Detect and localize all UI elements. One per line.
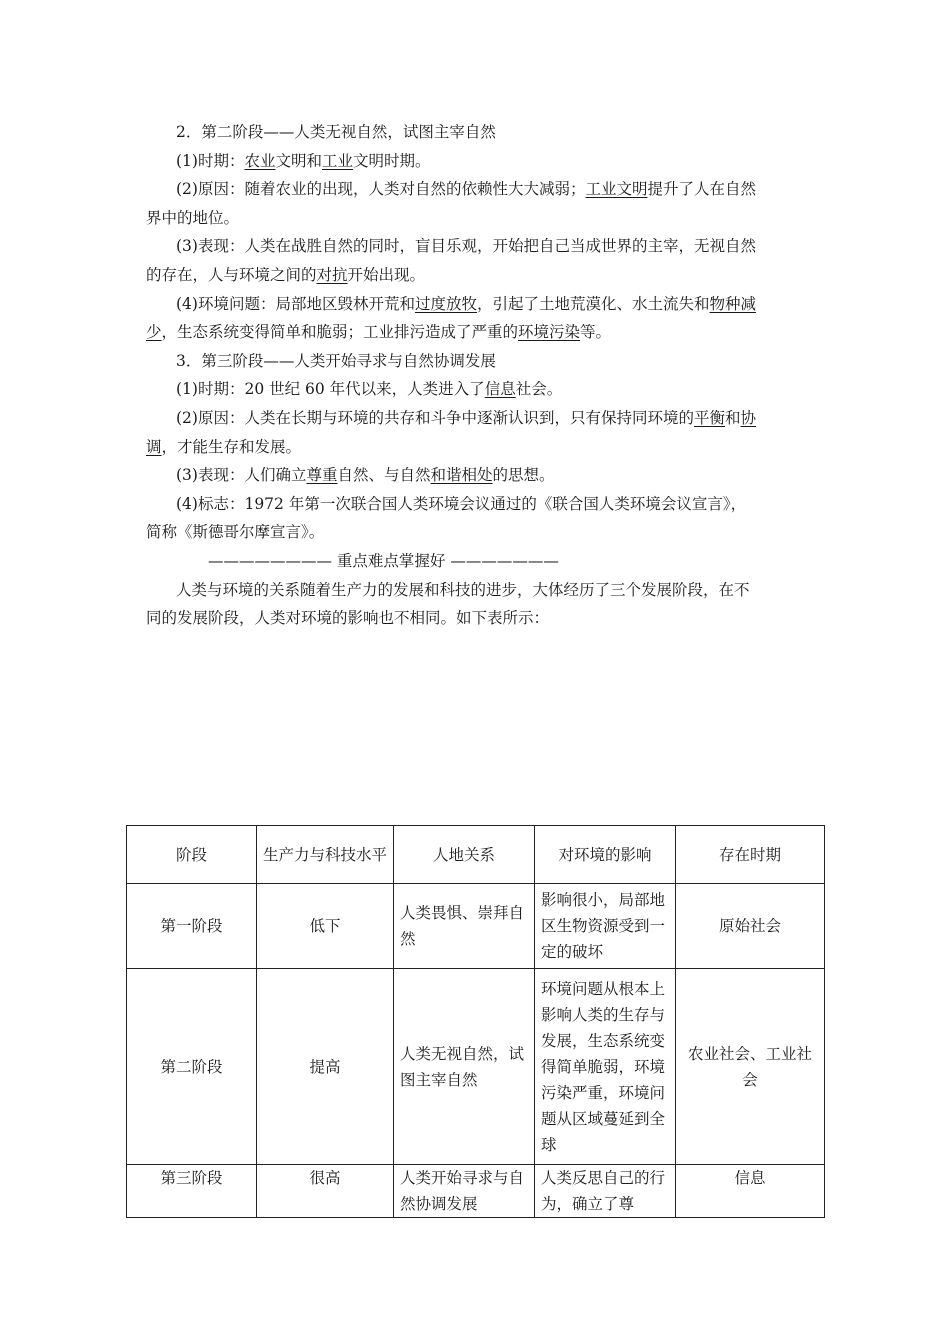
table-cell xyxy=(394,1165,535,1218)
table-cell-text: 人类反思自己的行为，确立了尊 xyxy=(541,1169,666,1213)
stage2-performance: (3)表现：人类在战胜自然的同时，盲目乐观，开始把自己当成世界的主宰，无视自然 xyxy=(176,237,756,256)
stage3-reason-cont: 调，才能生存和发展。 xyxy=(146,437,302,456)
stage3-mark-cont: 简称《斯德哥尔摩宣言》。 xyxy=(146,523,325,542)
table-cell xyxy=(535,1165,676,1218)
intro-paragraph-cont: 同的发展阶段，人类对环境的影响也不相同。如下表所示： xyxy=(146,609,550,628)
table-cell: 第三阶段 xyxy=(127,1165,257,1218)
stage2-reason: (2)原因：随着农业的出现，人类对自然的依赖性大大减弱；工业文明提升了人在自然 xyxy=(176,180,756,199)
table-cell: 人类畏惧、崇拜自然 xyxy=(394,884,535,969)
table-cell: 很高 xyxy=(257,1165,394,1218)
table-header-cell: 存在时期 xyxy=(676,826,825,884)
table-row xyxy=(127,969,825,1165)
table-cell: 第一阶段 xyxy=(127,884,257,969)
stage2-performance-cont: 的存在，人与环境之间的对抗开始出现。 xyxy=(146,265,426,284)
table-cell: 提高 xyxy=(257,969,394,1165)
table-cell: 原始社会 xyxy=(676,884,825,969)
stages-table xyxy=(126,825,825,1218)
table-cell: 环境问题从根本上影响人类的生存与发展，生态系统变得简单脆弱，环境污染严重，环境问题从区域蔓延到全球 xyxy=(535,969,676,1165)
table-header-cell: 人地关系 xyxy=(394,826,535,884)
lesson-text xyxy=(146,118,810,633)
table-header-cell: 阶段 xyxy=(127,826,257,884)
stage3-reason: (2)原因：人类在长期与环境的共存和斗争中逐渐认识到，只有保持同环境的平衡和协 xyxy=(176,408,757,427)
table-header-cell: 对环境的影响 xyxy=(535,826,676,884)
stage2-issue-cont: 少，生态系统变得简单和脆弱；工业排污造成了严重的环境污染等。 xyxy=(146,323,612,342)
table-cell: 影响很小，局部地区生物资源受到一定的破坏 xyxy=(535,884,676,969)
stage2-period: (1)时期：农业文明和工业文明时期。 xyxy=(176,151,431,170)
table-row xyxy=(127,884,825,969)
stage2-heading: 2．第二阶段——人类无视自然，试图主宰自然 xyxy=(176,123,496,141)
table-cell: 第二阶段 xyxy=(127,969,257,1165)
stage3-mark: (4)标志：1972 年第一次联合国人类环境会议通过的《联合国人类环境会议宣言》， xyxy=(176,494,747,513)
table-cell: 农业社会、工业社会 xyxy=(676,969,825,1165)
stage3-heading: 3．第三阶段——人类开始寻求与自然协调发展 xyxy=(176,351,496,370)
key-points-title: ———————— 重点难点掌握好 ——————— xyxy=(208,551,559,570)
table-row xyxy=(127,1165,825,1218)
table-cell: 低下 xyxy=(257,884,394,969)
table-cell: 信息 xyxy=(676,1165,825,1218)
stage2-issue: (4)环境问题：局部地区毁林开荒和过度放牧，引起了土地荒漠化、水土流失和物种减 xyxy=(176,294,757,313)
table-cell-text: 人类开始寻求与自然协调发展 xyxy=(400,1169,525,1213)
table-cell: 人类无视自然，试图主宰自然 xyxy=(394,969,535,1165)
table-header-row xyxy=(127,826,825,884)
intro-paragraph: 人类与环境的关系随着生产力的发展和科技的进步，大体经历了三个发展阶段，在不 xyxy=(176,580,750,599)
stage3-performance: (3)表现：人们确立尊重自然、与自然和谐相处的思想。 xyxy=(176,466,555,485)
stage2-reason-cont: 界中的地位。 xyxy=(146,208,240,227)
table-header-cell: 生产力与科技水平 xyxy=(257,826,394,884)
stage3-period: (1)时期：20 世纪 60 年代以来，人类进入了信息社会。 xyxy=(176,380,563,399)
